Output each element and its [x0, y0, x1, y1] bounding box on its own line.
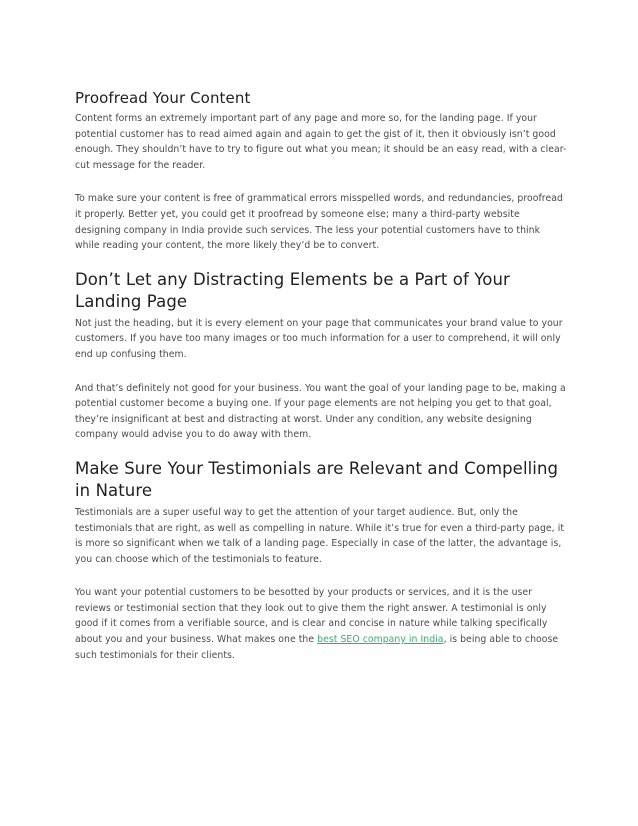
- paragraph-testimonials-2: [75, 585, 567, 663]
- paragraph-testimonials-1: Testimonials are a super useful way to get the attention of your target audience. But, only the testimonials that are right, as well as compelling in nature. While it’s true for even a third-party page, it is more so significant when we talk of a landing page. Especially in case of the latter, the advantage is, you can choose which of the testimonials to feature.: [75, 506, 565, 565]
- paragraph-testimonials-2-text-before: You want your potential customers to be besotted by your products or services, and it is the user reviews or testimonial section that they look out to give them the right answer. A testimonial is only good if it comes from a verifiable source, and is clear and concise in nature while talking specifically about you and your business. What makes one the: [75, 587, 548, 646]
- section-heading-proofread: Proofread Your Content: [75, 89, 251, 107]
- section-heading-testimonials: Make Sure Your Testimonials are Relevant and Compelling in Nature: [75, 458, 559, 500]
- paragraph-distracting-1: Not just the heading, but it is every element on your page that communicates your brand value to your customers. If you have too many images or too much information for a user to comprehend, it will only end up confusing them.: [75, 317, 563, 360]
- section-heading-distracting-elements: Don’t Let any Distracting Elements be a Part of Your Landing Page: [75, 269, 510, 311]
- document-page: [75, 88, 567, 663]
- paragraph-proofread-2: To make sure your content is free of grammatical errors misspelled words, and redundancies, proofread it properly. Better yet, you could get it proofread by someone else; many a third-party website designing company in India provide such services. The less your potential customers have to think while reading your content, the more likely they’d be to convert.: [75, 193, 563, 252]
- paragraph-testimonials-2-text-after: , is being able to choose such testimonials for their clients.: [75, 634, 559, 661]
- paragraph-distracting-2: And that’s definitely not good for your business. You want the goal of your landing page to be, making a potential customer become a buying one. If your page elements are not helping you get to that goal, they’re insignificant at best and distracting at worst. Under any condition, any website designing company would advise you to do away with them.: [75, 382, 566, 441]
- paragraph-proofread-1: Content forms an extremely important part of any page and more so, for the landing page. If your potential customer has to read aimed again and again to get the gist of it, then it obviously isn’t good enough. They shouldn’t have to try to figure out what you mean; it should be an easy read, with a clear-cut message for the reader.: [75, 113, 567, 171]
- best-seo-company-link[interactable]: best SEO company in India: [317, 634, 444, 646]
